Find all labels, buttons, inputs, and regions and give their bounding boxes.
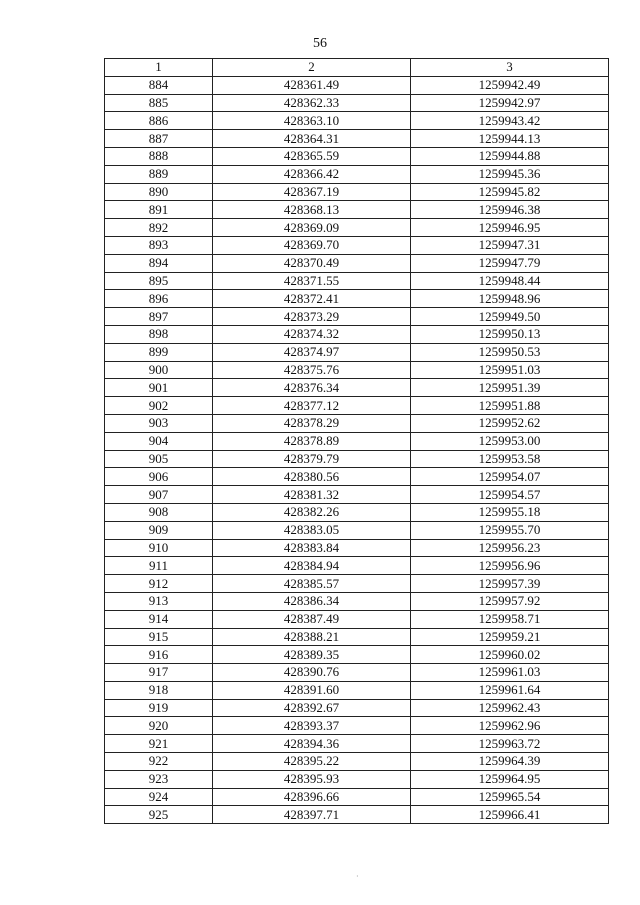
table-row <box>105 770 609 788</box>
x-coordinate-cell: 428376.34 <box>213 379 411 397</box>
table-row <box>105 681 609 699</box>
table-row <box>105 664 609 682</box>
y-coordinate-cell: 1259949.50 <box>411 308 609 326</box>
x-coordinate-cell: 428385.57 <box>213 575 411 593</box>
table-row <box>105 343 609 361</box>
point-number-cell: 923 <box>105 770 213 788</box>
x-coordinate-cell: 428363.10 <box>213 112 411 130</box>
y-coordinate-cell: 1259964.95 <box>411 770 609 788</box>
table-row <box>105 379 609 397</box>
table-row <box>105 788 609 806</box>
x-coordinate-cell: 428368.13 <box>213 201 411 219</box>
y-coordinate-cell: 1259945.82 <box>411 183 609 201</box>
y-coordinate-cell: 1259948.96 <box>411 290 609 308</box>
table-row <box>105 201 609 219</box>
point-number-cell: 898 <box>105 325 213 343</box>
point-number-cell: 911 <box>105 557 213 575</box>
x-coordinate-cell: 428380.56 <box>213 468 411 486</box>
column-header-2: 2 <box>213 59 411 77</box>
y-coordinate-cell: 1259952.62 <box>411 414 609 432</box>
table-row <box>105 592 609 610</box>
table-row <box>105 539 609 557</box>
point-number-cell: 913 <box>105 592 213 610</box>
x-coordinate-cell: 428381.32 <box>213 486 411 504</box>
table-row <box>105 450 609 468</box>
x-coordinate-cell: 428361.49 <box>213 76 411 94</box>
y-coordinate-cell: 1259953.00 <box>411 432 609 450</box>
point-number-cell: 925 <box>105 806 213 824</box>
table-row <box>105 112 609 130</box>
point-number-cell: 901 <box>105 379 213 397</box>
table-body <box>105 76 609 823</box>
y-coordinate-cell: 1259966.41 <box>411 806 609 824</box>
table-row <box>105 361 609 379</box>
y-coordinate-cell: 1259943.42 <box>411 112 609 130</box>
point-number-cell: 905 <box>105 450 213 468</box>
point-number-cell: 920 <box>105 717 213 735</box>
table-row <box>105 76 609 94</box>
point-number-cell: 893 <box>105 236 213 254</box>
x-coordinate-cell: 428389.35 <box>213 646 411 664</box>
point-number-cell: 910 <box>105 539 213 557</box>
table-row <box>105 735 609 753</box>
x-coordinate-cell: 428374.97 <box>213 343 411 361</box>
table-row <box>105 521 609 539</box>
y-coordinate-cell: 1259957.92 <box>411 592 609 610</box>
table-row <box>105 468 609 486</box>
y-coordinate-cell: 1259951.88 <box>411 397 609 415</box>
point-number-cell: 897 <box>105 308 213 326</box>
y-coordinate-cell: 1259961.64 <box>411 681 609 699</box>
point-number-cell: 902 <box>105 397 213 415</box>
table-row <box>105 183 609 201</box>
point-number-cell: 924 <box>105 788 213 806</box>
y-coordinate-cell: 1259964.39 <box>411 753 609 771</box>
x-coordinate-cell: 428395.93 <box>213 770 411 788</box>
table-row <box>105 254 609 272</box>
table-row <box>105 165 609 183</box>
x-coordinate-cell: 428391.60 <box>213 681 411 699</box>
footer-mark: · <box>356 872 359 881</box>
x-coordinate-cell: 428388.21 <box>213 628 411 646</box>
x-coordinate-cell: 428369.09 <box>213 219 411 237</box>
x-coordinate-cell: 428392.67 <box>213 699 411 717</box>
y-coordinate-cell: 1259956.23 <box>411 539 609 557</box>
x-coordinate-cell: 428387.49 <box>213 610 411 628</box>
point-number-cell: 904 <box>105 432 213 450</box>
table-row <box>105 432 609 450</box>
x-coordinate-cell: 428375.76 <box>213 361 411 379</box>
table-row <box>105 806 609 824</box>
x-coordinate-cell: 428372.41 <box>213 290 411 308</box>
point-number-cell: 909 <box>105 521 213 539</box>
x-coordinate-cell: 428373.29 <box>213 308 411 326</box>
point-number-cell: 919 <box>105 699 213 717</box>
y-coordinate-cell: 1259961.03 <box>411 664 609 682</box>
point-number-cell: 917 <box>105 664 213 682</box>
y-coordinate-cell: 1259953.58 <box>411 450 609 468</box>
point-number-cell: 888 <box>105 147 213 165</box>
table-row <box>105 628 609 646</box>
y-coordinate-cell: 1259946.38 <box>411 201 609 219</box>
x-coordinate-cell: 428383.84 <box>213 539 411 557</box>
y-coordinate-cell: 1259951.03 <box>411 361 609 379</box>
y-coordinate-cell: 1259946.95 <box>411 219 609 237</box>
x-coordinate-cell: 428366.42 <box>213 165 411 183</box>
table-row <box>105 94 609 112</box>
x-coordinate-cell: 428374.32 <box>213 325 411 343</box>
x-coordinate-cell: 428386.34 <box>213 592 411 610</box>
y-coordinate-cell: 1259957.39 <box>411 575 609 593</box>
point-number-cell: 894 <box>105 254 213 272</box>
y-coordinate-cell: 1259950.13 <box>411 325 609 343</box>
x-coordinate-cell: 428393.37 <box>213 717 411 735</box>
point-number-cell: 916 <box>105 646 213 664</box>
y-coordinate-cell: 1259942.49 <box>411 76 609 94</box>
table-row <box>105 147 609 165</box>
point-number-cell: 912 <box>105 575 213 593</box>
point-number-cell: 918 <box>105 681 213 699</box>
x-coordinate-cell: 428364.31 <box>213 130 411 148</box>
page-number: 56 <box>313 36 327 51</box>
y-coordinate-cell: 1259944.88 <box>411 147 609 165</box>
table-row <box>105 610 609 628</box>
x-coordinate-cell: 428378.29 <box>213 414 411 432</box>
point-number-cell: 914 <box>105 610 213 628</box>
y-coordinate-cell: 1259956.96 <box>411 557 609 575</box>
table-row <box>105 308 609 326</box>
x-coordinate-cell: 428397.71 <box>213 806 411 824</box>
y-coordinate-cell: 1259947.79 <box>411 254 609 272</box>
point-number-cell: 887 <box>105 130 213 148</box>
x-coordinate-cell: 428369.70 <box>213 236 411 254</box>
x-coordinate-cell: 428365.59 <box>213 147 411 165</box>
y-coordinate-cell: 1259960.02 <box>411 646 609 664</box>
x-coordinate-cell: 428378.89 <box>213 432 411 450</box>
point-number-cell: 892 <box>105 219 213 237</box>
y-coordinate-cell: 1259962.43 <box>411 699 609 717</box>
table-row <box>105 130 609 148</box>
x-coordinate-cell: 428379.79 <box>213 450 411 468</box>
table-row <box>105 699 609 717</box>
x-coordinate-cell: 428367.19 <box>213 183 411 201</box>
table-row <box>105 486 609 504</box>
point-number-cell: 885 <box>105 94 213 112</box>
table-row <box>105 325 609 343</box>
x-coordinate-cell: 428395.22 <box>213 753 411 771</box>
table-row <box>105 290 609 308</box>
x-coordinate-cell: 428384.94 <box>213 557 411 575</box>
table-row <box>105 503 609 521</box>
table-row <box>105 557 609 575</box>
y-coordinate-cell: 1259965.54 <box>411 788 609 806</box>
y-coordinate-cell: 1259945.36 <box>411 165 609 183</box>
point-number-cell: 907 <box>105 486 213 504</box>
y-coordinate-cell: 1259947.31 <box>411 236 609 254</box>
point-number-cell: 895 <box>105 272 213 290</box>
x-coordinate-cell: 428371.55 <box>213 272 411 290</box>
y-coordinate-cell: 1259962.96 <box>411 717 609 735</box>
point-number-cell: 922 <box>105 753 213 771</box>
column-header-3: 3 <box>411 59 609 77</box>
point-number-cell: 899 <box>105 343 213 361</box>
coordinates-table <box>104 58 609 824</box>
point-number-cell: 903 <box>105 414 213 432</box>
y-coordinate-cell: 1259951.39 <box>411 379 609 397</box>
y-coordinate-cell: 1259954.57 <box>411 486 609 504</box>
table-row <box>105 219 609 237</box>
point-number-cell: 886 <box>105 112 213 130</box>
y-coordinate-cell: 1259948.44 <box>411 272 609 290</box>
point-number-cell: 884 <box>105 76 213 94</box>
x-coordinate-cell: 428396.66 <box>213 788 411 806</box>
table-row <box>105 397 609 415</box>
y-coordinate-cell: 1259942.97 <box>411 94 609 112</box>
table-row <box>105 646 609 664</box>
table-row <box>105 236 609 254</box>
y-coordinate-cell: 1259955.18 <box>411 503 609 521</box>
point-number-cell: 900 <box>105 361 213 379</box>
x-coordinate-cell: 428362.33 <box>213 94 411 112</box>
y-coordinate-cell: 1259963.72 <box>411 735 609 753</box>
point-number-cell: 896 <box>105 290 213 308</box>
point-number-cell: 891 <box>105 201 213 219</box>
table-row <box>105 575 609 593</box>
y-coordinate-cell: 1259959.21 <box>411 628 609 646</box>
point-number-cell: 890 <box>105 183 213 201</box>
y-coordinate-cell: 1259950.53 <box>411 343 609 361</box>
table-row <box>105 272 609 290</box>
y-coordinate-cell: 1259955.70 <box>411 521 609 539</box>
column-header-1: 1 <box>105 59 213 77</box>
x-coordinate-cell: 428383.05 <box>213 521 411 539</box>
x-coordinate-cell: 428370.49 <box>213 254 411 272</box>
point-number-cell: 921 <box>105 735 213 753</box>
y-coordinate-cell: 1259944.13 <box>411 130 609 148</box>
x-coordinate-cell: 428382.26 <box>213 503 411 521</box>
table-header-row <box>105 59 609 77</box>
x-coordinate-cell: 428390.76 <box>213 664 411 682</box>
point-number-cell: 908 <box>105 503 213 521</box>
x-coordinate-cell: 428377.12 <box>213 397 411 415</box>
point-number-cell: 906 <box>105 468 213 486</box>
table-row <box>105 717 609 735</box>
y-coordinate-cell: 1259954.07 <box>411 468 609 486</box>
point-number-cell: 889 <box>105 165 213 183</box>
table-row <box>105 753 609 771</box>
y-coordinate-cell: 1259958.71 <box>411 610 609 628</box>
table-row <box>105 414 609 432</box>
point-number-cell: 915 <box>105 628 213 646</box>
x-coordinate-cell: 428394.36 <box>213 735 411 753</box>
